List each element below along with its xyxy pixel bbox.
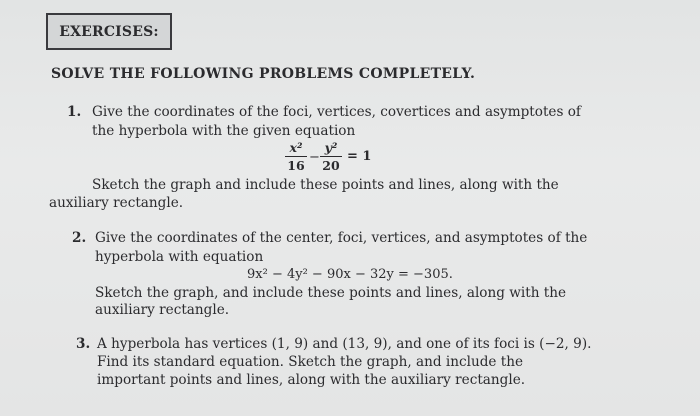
exercises-title: EXERCISES: xyxy=(59,23,159,40)
problem-1-number: 1. xyxy=(67,104,82,120)
problem-1-text-line-2: the hyperbola with the given equation xyxy=(92,123,356,139)
fraction-y-over-20 xyxy=(320,140,342,173)
problem-2-after-line-1: Sketch the graph, and include these points and lines, along with the xyxy=(95,285,567,301)
problem-3-text-line-3: important points and lines, along with the auxiliary rectangle. xyxy=(97,372,526,388)
minus-sign: − xyxy=(309,150,320,165)
fraction-2-denominator: 20 xyxy=(322,158,340,173)
exercises-header xyxy=(46,13,172,50)
problem-3-text-line-1: A hyperbola has vertices (1, 9) and (13, 9), and one of its foci is (−2, 9). xyxy=(97,336,592,352)
problem-2-text-line-1: Give the coordinates of the center, foci, vertices, and asymptotes of the xyxy=(95,230,588,246)
instructions-heading: SOLVE THE FOLLOWING PROBLEMS COMPLETELY. xyxy=(51,66,476,82)
fraction-2-bar xyxy=(320,156,342,157)
fraction-1-bar xyxy=(285,156,307,157)
problem-2-equation: 9x² − 4y² − 90x − 32y = −305. xyxy=(247,267,453,282)
fraction-1-denominator: 16 xyxy=(287,158,305,173)
problem-1-after-line-1: Sketch the graph and include these points and lines, along with the xyxy=(92,177,559,193)
equation-rhs: = 1 xyxy=(347,149,372,164)
problem-1-text-line-1: Give the coordinates of the foci, vertices, covertices and asymptotes of xyxy=(92,104,581,120)
fraction-1-numerator: x² xyxy=(289,140,303,155)
fraction-2-numerator: y² xyxy=(324,140,338,155)
problem-3-text-line-2: Find its standard equation. Sketch the graph, and include the xyxy=(97,354,524,370)
fraction-x-over-16 xyxy=(285,140,307,173)
problem-1-after-line-2: auxiliary rectangle. xyxy=(49,195,184,211)
problem-2-number: 2. xyxy=(72,230,87,246)
problem-3-number: 3. xyxy=(76,336,91,352)
problem-2-text-line-2: hyperbola with equation xyxy=(95,249,264,265)
problem-2-after-line-2: auxiliary rectangle. xyxy=(95,302,230,318)
